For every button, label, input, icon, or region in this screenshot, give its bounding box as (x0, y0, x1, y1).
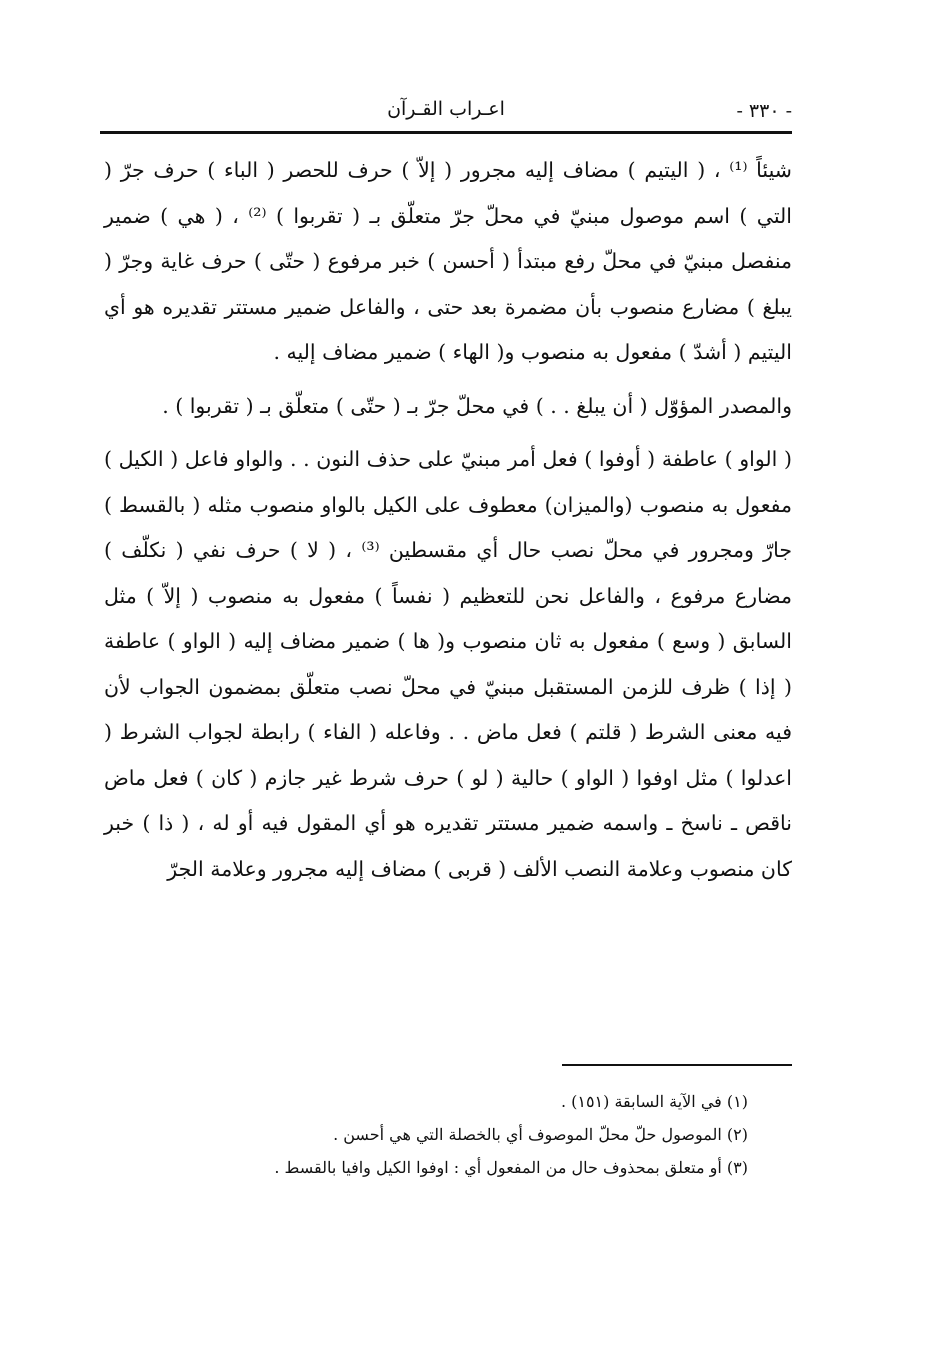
main-text (104, 148, 792, 892)
paragraph: والمصدر المؤوّل ( أن يبلغ . . ) في محلّ جرّ بـ ( حتّى ) متعلّق بـ ( تقربوا ) . (162, 393, 792, 418)
footnotes (150, 1085, 748, 1184)
running-title: اعـراب القـرآن (387, 98, 505, 120)
footnote: (١) في الآية السابقة (١٥١) . (560, 1092, 748, 1111)
header-divider (100, 131, 792, 134)
footnote: (٢) الموصول حلّ محلّ الموصوف أي بالخصلة التي هي أحسن . (333, 1125, 748, 1144)
footnote-divider (562, 1064, 792, 1066)
page-header (100, 96, 792, 132)
footnote: (٣) أو متعلق بمحذوف حال من المفعول أي : اوفوا الكيل وافيا بالقسط . (274, 1158, 748, 1177)
paragraph: ( الواو ) عاطفة ( أوفوا ) فعل أمر مبنيّ على حذف النون . . والواو فاعل ( الكيل ) مفعول به منصوب (والميزان) معطوف على الكيل بالواو منصوب مثله ( بالقسط ) جارّ ومجرور في محلّ نصب حال أي مقسطين ⁽³⁾ ، ( لا ) حرف نفي ( نكلّف ) مضارع مرفوع ، والفاعل نحن للتعظيم ( نفساً ) مفعول به منصوب ( إلاّ ) مثل السابق ( وسع ) مفعول به ثان منصوب و( ها ) ضمير مضاف إليه ( الواو ) عاطفة ( إذا ) ظرف للزمن المستقبل مبنيّ في محلّ نصب متعلّق بمضمون الجواب لأن فيه معنى الشرط ( قلتم ) فعل ماض . . وفاعله ( الفاء ) رابطة لجواب الشرط ( اعدلوا ) مثل اوفوا ( الواو ) حالية ( لو ) حرف شرط غير جازم ( كان ) فعل ماض ناقص ـ ناسخ ـ واسمه ضمير مستتر تقديره هو أي المقول فيه أو له ، ( ذا ) خبر كان منصوب وعلامة النصب الألف ( قربى ) مضاف إليه مجرور وعلامة الجرّ (104, 447, 792, 881)
paragraph: شيئاً ⁽¹⁾ ، ( اليتيم ) مضاف إليه مجرور ( إلاّ ) حرف للحصر ( الباء ) حرف جرّ ( التي ) اسم موصول مبنيّ في محلّ جرّ متعلّق بـ ( تقربوا ) ⁽²⁾ ، ( هي ) ضمير منفصل مبنيّ في محلّ رفع مبتدأ ( أحسن ) خبر مرفوع ( حتّى ) حرف غاية وجرّ ( يبلغ ) مضارع منصوب بأن مضمرة بعد حتى ، والفاعل ضمير مستتر تقديره هو أي اليتيم ( أشدّ ) مفعول به منصوب و( الهاء ) ضمير مضاف إليه . (104, 158, 792, 364)
page-number: - ٣٣٠ - (736, 100, 792, 122)
